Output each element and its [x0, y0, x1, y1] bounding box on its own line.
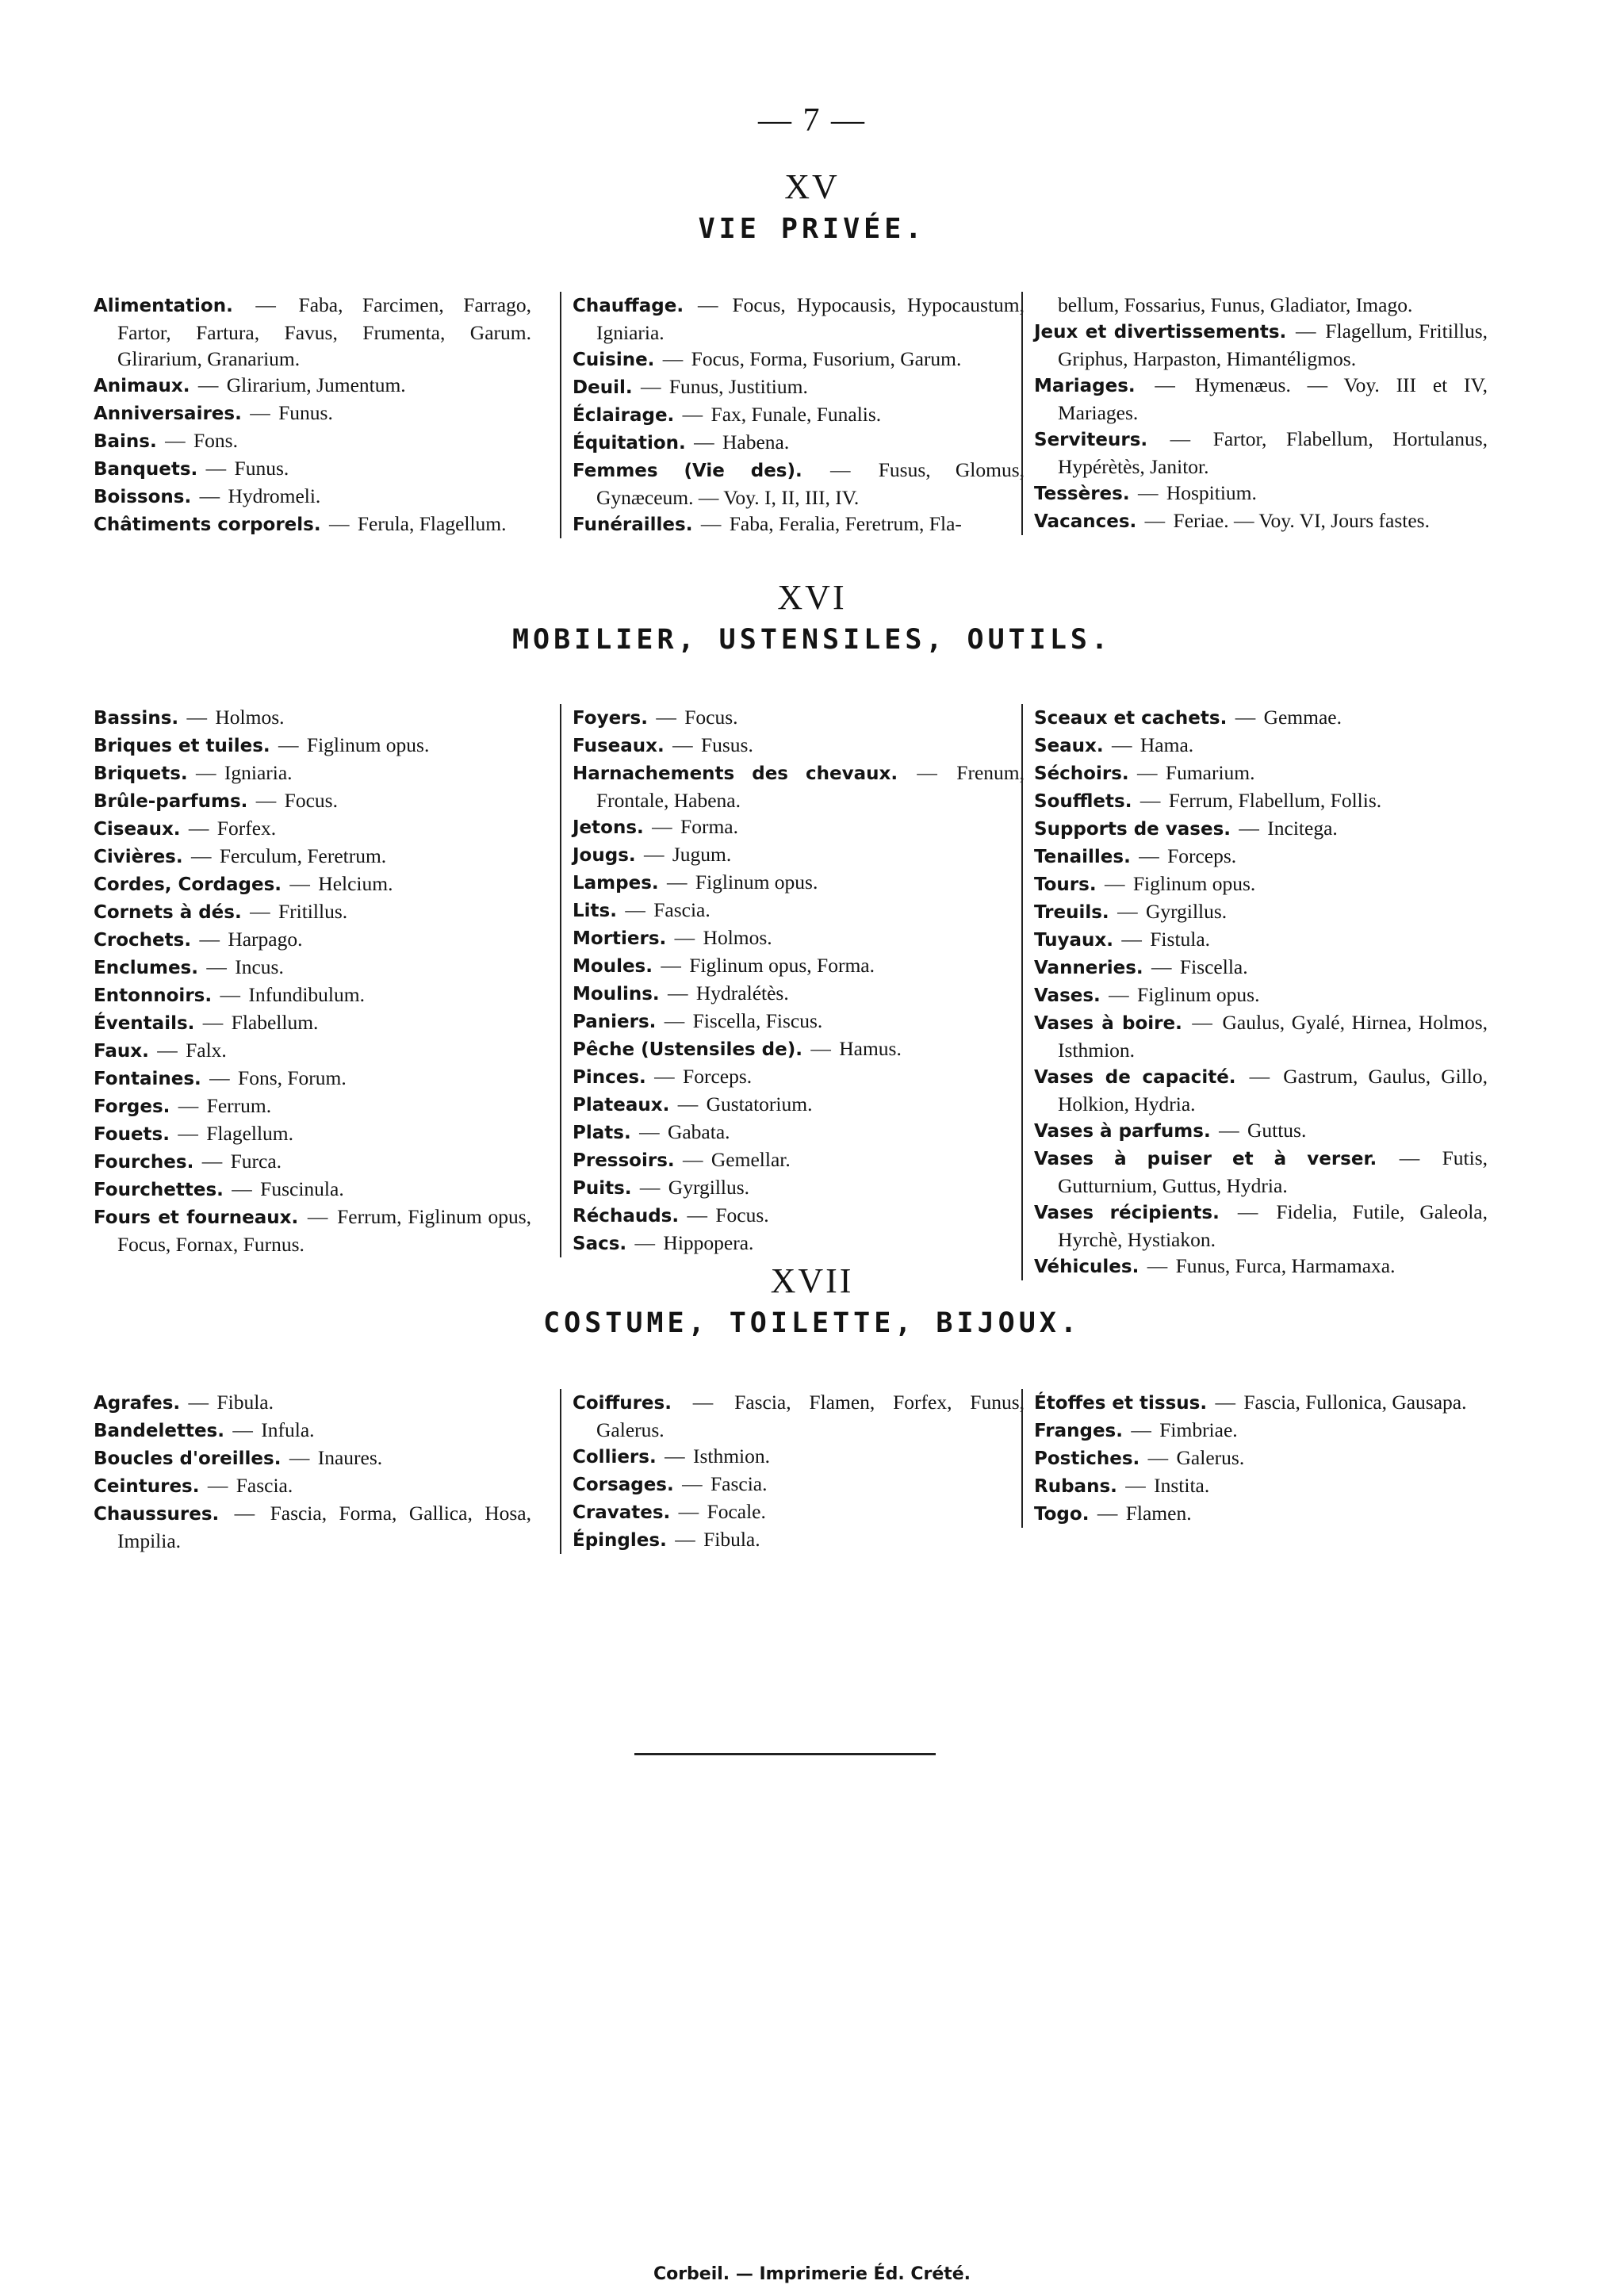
- entry-references: Forceps.: [1167, 844, 1237, 867]
- entry-term: Vases récipients.: [1034, 1203, 1220, 1223]
- entry-references: Frenum, Frontale, Habena.: [596, 761, 1025, 812]
- entry-references: Ferculum, Feretrum.: [219, 844, 387, 867]
- entry-references: Fascia, Flamen, Forfex, Funus, Galerus.: [596, 1391, 1025, 1441]
- section-number: XVI: [777, 578, 847, 617]
- entry-term: Puits.: [573, 1178, 632, 1199]
- index-entry: Tessères. — Hospitium.: [1034, 481, 1257, 504]
- entry-term: Vases à boire.: [1034, 1013, 1182, 1034]
- entry-references: Focus, Forma, Fusorium, Garum.: [691, 347, 962, 370]
- page-number: — 7 —: [758, 102, 866, 139]
- entry-references: Holmos.: [215, 706, 285, 729]
- entry-references: Fritillus.: [278, 900, 348, 923]
- entry-term: Brûle-parfums.: [94, 791, 248, 812]
- entry-term: Paniers.: [573, 1012, 657, 1032]
- entry-term: Agrafes.: [94, 1393, 181, 1414]
- index-entry: Vases récipients. — Fidelia, Futile, Galeola, Hyrchè, Hystiakon.: [1034, 1200, 1488, 1251]
- entry-references: Gyrgillus.: [1145, 900, 1228, 923]
- entry-term: Briques et tuiles.: [94, 736, 270, 756]
- entry-term: Togo.: [1034, 1504, 1090, 1525]
- entry-term: Étoffes et tissus.: [1034, 1393, 1208, 1414]
- section-heading: MOBILIER, USTENSILES, OUTILS.: [511, 624, 1113, 656]
- end-rule: [634, 1753, 936, 1755]
- entry-term: Treuils.: [1034, 902, 1109, 923]
- index-entry: Corsages. — Fascia.: [573, 1472, 768, 1495]
- entry-term: Éventails.: [94, 1013, 195, 1034]
- index-entry: Femmes (Vie des). — Fusus, Glomus, Gynæceum. — Voy. I, II, III, IV.: [573, 458, 1025, 509]
- index-entry: Mortiers. — Holmos.: [573, 926, 772, 949]
- index-entry: Entonnoirs. — Infundibulum.: [94, 983, 365, 1006]
- entry-term: Postiches.: [1034, 1448, 1140, 1469]
- entry-references: Flagellum, Fritillus, Griphus, Harpaston, Himantéligmos.: [1058, 320, 1488, 370]
- entry-references: Fascia.: [653, 898, 710, 921]
- index-entry: Vases. — Figlinum opus.: [1034, 983, 1260, 1006]
- entry-term: Anniversaires.: [94, 404, 242, 424]
- entry-references: Ferrum, Flabellum, Follis.: [1168, 789, 1382, 812]
- index-entry: Boucles d'oreilles. — Inaures.: [94, 1446, 383, 1469]
- entry-term: Vases à parfums.: [1034, 1121, 1211, 1142]
- entry-references: Hamus.: [839, 1037, 902, 1060]
- index-entry: Fontaines. — Fons, Forum.: [94, 1066, 347, 1089]
- index-entry: Crochets. — Harpago.: [94, 928, 303, 951]
- index-entry: Serviteurs. — Fartor, Flabellum, Hortulanus, Hypérètès, Janitor.: [1034, 427, 1488, 478]
- section-heading: VIE PRIVÉE.: [698, 213, 926, 245]
- entry-references: Fibula.: [216, 1391, 274, 1414]
- entry-term: Vases à puiser et à verser.: [1034, 1149, 1377, 1169]
- entry-references: Forfex.: [216, 817, 277, 840]
- entry-references: Ferrum, Figlinum opus, Focus, Fornax, Furnus.: [117, 1205, 531, 1256]
- entry-references: Fimbriae.: [1159, 1418, 1238, 1441]
- index-entry: Bandelettes. — Infula.: [94, 1418, 315, 1441]
- entry-term: Supports de vases.: [1034, 819, 1231, 840]
- entry-term: Fourchettes.: [94, 1180, 224, 1200]
- entry-references: Fibula.: [703, 1528, 760, 1551]
- entry-references: Guttus.: [1247, 1119, 1307, 1142]
- entry-term: Équitation.: [573, 433, 686, 453]
- entry-references: Incus.: [235, 955, 284, 978]
- entry-references: Gastrum, Gaulus, Gillo, Holkion, Hydria.: [1058, 1065, 1488, 1115]
- entry-references: Focus.: [284, 789, 338, 812]
- index-entry: Soufflets. — Ferrum, Flabellum, Follis.: [1034, 789, 1382, 812]
- index-entry: Animaux. — Glirarium, Jumentum.: [94, 373, 406, 396]
- entry-references: Fax, Funale, Funalis.: [710, 403, 882, 426]
- section-number: XV: [784, 167, 840, 206]
- entry-references: Galerus.: [1176, 1446, 1245, 1469]
- index-entry: Pressoirs. — Gemellar.: [573, 1148, 791, 1171]
- index-entry: Vases à parfums. — Guttus.: [1034, 1119, 1307, 1142]
- index-entry: Plateaux. — Gustatorium.: [573, 1093, 813, 1115]
- index-entry: Fourchettes. — Fuscinula.: [94, 1177, 344, 1200]
- index-entry: Bains. — Fons.: [94, 429, 238, 452]
- index-entry: Ceintures. — Fascia.: [94, 1474, 293, 1497]
- entry-references: Infundibulum.: [248, 983, 365, 1006]
- index-entry: Éclairage. — Fax, Funale, Funalis.: [573, 403, 882, 426]
- entry-references: Hama.: [1139, 733, 1194, 756]
- entry-term: Civières.: [94, 847, 183, 867]
- entry-term: Jougs.: [573, 845, 636, 866]
- entry-references: Hippopera.: [663, 1231, 754, 1254]
- entry-term: Séchoirs.: [1034, 763, 1129, 784]
- entry-term: Crochets.: [94, 930, 192, 951]
- entry-references: Fidelia, Futile, Galeola, Hyrchè, Hystiakon.: [1058, 1200, 1488, 1251]
- entry-term: Faux.: [94, 1041, 149, 1062]
- index-entry: [1034, 292, 1488, 318]
- index-entry: Moulins. — Hydralétès.: [573, 982, 789, 1004]
- entry-term: Pêche (Ustensiles de).: [573, 1039, 802, 1060]
- column-2: [560, 292, 1025, 538]
- index-entry: Fourches. — Furca.: [94, 1150, 282, 1173]
- entry-references: bellum, Fossarius, Funus, Gladiator, Imago.: [1058, 293, 1413, 316]
- index-entry: Banquets. — Funus.: [94, 457, 289, 480]
- entry-references: Fuscinula.: [260, 1177, 344, 1200]
- entry-term: Châtiments corporels.: [94, 515, 321, 535]
- entry-references: Instita.: [1154, 1474, 1210, 1497]
- index-entry: Supports de vases. — Incitega.: [1034, 817, 1338, 840]
- column-1: [94, 292, 531, 538]
- entry-term: Corsages.: [573, 1475, 674, 1495]
- index-entry: Forges. — Ferrum.: [94, 1094, 272, 1117]
- entry-term: Moules.: [573, 956, 653, 977]
- index-entry: Pêche (Ustensiles de). — Hamus.: [573, 1037, 902, 1060]
- entry-term: Éclairage.: [573, 405, 675, 426]
- entry-term: Cordes, Cordages.: [94, 874, 282, 895]
- entry-term: Fuseaux.: [573, 736, 665, 756]
- index-entry: Cuisine. — Focus, Forma, Fusorium, Garum.: [573, 347, 962, 370]
- index-entry: Jetons. — Forma.: [573, 815, 738, 838]
- entry-term: Fours et fourneaux.: [94, 1207, 299, 1228]
- index-entry: Tours. — Figlinum opus.: [1034, 872, 1256, 895]
- index-entry: Séchoirs. — Fumarium.: [1034, 761, 1255, 784]
- index-entry: Colliers. — Isthmion.: [573, 1445, 770, 1468]
- entry-term: Pinces.: [573, 1067, 646, 1088]
- column-3: [1021, 1389, 1488, 1528]
- index-entry: Deuil. — Funus, Justitium.: [573, 375, 808, 398]
- entry-term: Sceaux et cachets.: [1034, 708, 1228, 729]
- entry-references: Faba, Feralia, Feretrum, Fla-: [729, 512, 962, 535]
- index-entry: Civières. — Ferculum, Feretrum.: [94, 844, 387, 867]
- entry-references: Fascia, Fullonica, Gausapa.: [1243, 1391, 1467, 1414]
- index-entry: Plats. — Gabata.: [573, 1120, 730, 1143]
- entry-references: Fons.: [193, 429, 238, 452]
- entry-term: Lampes.: [573, 873, 659, 894]
- entry-references: Inaures.: [317, 1446, 383, 1469]
- entry-references: Fistula.: [1150, 928, 1211, 951]
- entry-references: Fumarium.: [1165, 761, 1255, 784]
- section-mobilier: [0, 577, 1624, 656]
- index-entry: Seaux. — Hama.: [1034, 733, 1194, 756]
- column-1: [94, 704, 531, 1257]
- index-entry: Tenailles. — Forceps.: [1034, 844, 1237, 867]
- index-entry: Chauffage. — Focus, Hypocausis, Hypocaustum, Igniaria.: [573, 293, 1025, 344]
- entry-references: Gemellar.: [710, 1148, 791, 1171]
- index-entry: Mariages. — Hymenæus. — Voy. III et IV, Mariages.: [1034, 373, 1488, 424]
- entry-term: Moulins.: [573, 984, 660, 1004]
- column-2: [560, 1389, 1025, 1554]
- entry-term: Boucles d'oreilles.: [94, 1448, 282, 1469]
- index-entry: Coiffures. — Fascia, Flamen, Forfex, Funus, Galerus.: [573, 1391, 1025, 1441]
- index-entry: Agrafes. — Fibula.: [94, 1391, 274, 1414]
- entry-term: Vanneries.: [1034, 958, 1143, 978]
- entry-references: Flamen.: [1125, 1502, 1192, 1525]
- entry-references: Isthmion.: [692, 1445, 770, 1468]
- index-entry: Châtiments corporels. — Ferula, Flagellum.: [94, 512, 507, 535]
- index-entry: Puits. — Gyrgillus.: [573, 1176, 750, 1199]
- entry-references: Gustatorium.: [706, 1093, 813, 1115]
- entry-term: Femmes (Vie des).: [573, 461, 802, 481]
- entry-references: Hymenæus. — Voy. III et IV, Mariages.: [1058, 373, 1488, 424]
- entry-term: Funérailles.: [573, 515, 693, 535]
- column-3: [1021, 704, 1488, 1280]
- entry-references: Gaulus, Gyalé, Hirnea, Holmos, Isthmion.: [1058, 1011, 1488, 1062]
- entry-references: Hydralétès.: [695, 982, 789, 1004]
- index-entry: Anniversaires. — Funus.: [94, 401, 333, 424]
- entry-references: Fascia.: [710, 1472, 768, 1495]
- entry-term: Vacances.: [1034, 511, 1137, 532]
- index-entry: Harnachements des chevaux. — Frenum, Frontale, Habena.: [573, 761, 1025, 812]
- entry-references: Flabellum.: [231, 1011, 319, 1034]
- index-entry: Sacs. — Hippopera.: [573, 1231, 754, 1254]
- index-entry: Sceaux et cachets. — Gemmae.: [1034, 706, 1342, 729]
- entry-references: Jugum.: [672, 843, 732, 866]
- section-costume: [0, 1261, 1624, 1339]
- entry-term: Seaux.: [1034, 736, 1104, 756]
- entry-references: Funus, Furca, Harmamaxa.: [1175, 1254, 1396, 1277]
- entry-references: Figlinum opus.: [695, 871, 818, 894]
- entry-references: Fartor, Flabellum, Hortulanus, Hypérètès, Janitor.: [1058, 427, 1488, 478]
- entry-references: Fiscella, Fiscus.: [692, 1009, 823, 1032]
- entry-term: Bains.: [94, 431, 157, 452]
- entry-references: Figlinum opus.: [1137, 983, 1260, 1006]
- entry-term: Vases.: [1034, 985, 1101, 1006]
- index-entry: Cornets à dés. — Fritillus.: [94, 900, 348, 923]
- entry-term: Épingles.: [573, 1530, 667, 1551]
- entry-references: Figlinum opus.: [1132, 872, 1256, 895]
- index-entry: Fours et fourneaux. — Ferrum, Figlinum opus, Focus, Fornax, Furnus.: [94, 1205, 531, 1256]
- entry-term: Fouets.: [94, 1124, 170, 1145]
- index-entry: Jougs. — Jugum.: [573, 843, 732, 866]
- index-entry: Moules. — Figlinum opus, Forma.: [573, 954, 875, 977]
- entry-references: Glirarium, Jumentum.: [226, 373, 406, 396]
- index-entry: Vanneries. — Fiscella.: [1034, 955, 1248, 978]
- entry-term: Plateaux.: [573, 1095, 670, 1115]
- entry-references: Figlinum opus, Forma.: [689, 954, 875, 977]
- entry-term: Foyers.: [573, 708, 648, 729]
- index-entry: Ciseaux. — Forfex.: [94, 817, 277, 840]
- entry-term: Fourches.: [94, 1152, 194, 1173]
- index-entry: Brûle-parfums. — Focus.: [94, 789, 338, 812]
- index-entry: Faux. — Falx.: [94, 1039, 227, 1062]
- entry-term: Colliers.: [573, 1447, 657, 1468]
- index-entry: Cravates. — Focale.: [573, 1500, 766, 1523]
- entry-references: Ferula, Flagellum.: [357, 512, 507, 535]
- entry-references: Feriae. — Voy. VI, Jours fastes.: [1173, 509, 1430, 532]
- entry-term: Bassins.: [94, 708, 179, 729]
- entry-references: Infula.: [261, 1418, 315, 1441]
- entry-term: Harnachements des chevaux.: [573, 763, 898, 784]
- entry-references: Igniaria.: [224, 761, 293, 784]
- index-entry: Briquets. — Igniaria.: [94, 761, 293, 784]
- entry-term: Fontaines.: [94, 1069, 201, 1089]
- index-entry: Briques et tuiles. — Figlinum opus.: [94, 733, 430, 756]
- entry-references: Gabata.: [667, 1120, 730, 1143]
- entry-term: Tessères.: [1034, 484, 1130, 504]
- entry-term: Pressoirs.: [573, 1150, 675, 1171]
- entry-term: Lits.: [573, 901, 617, 921]
- entry-term: Banquets.: [94, 459, 198, 480]
- entry-references: Incitega.: [1267, 817, 1338, 840]
- entry-term: Véhicules.: [1034, 1257, 1139, 1277]
- entry-term: Vases de capacité.: [1034, 1067, 1236, 1088]
- entry-term: Chauffage.: [573, 296, 684, 316]
- entry-term: Plats.: [573, 1123, 631, 1143]
- index-entry: Enclumes. — Incus.: [94, 955, 284, 978]
- index-entry: Paniers. — Fiscella, Fiscus.: [573, 1009, 823, 1032]
- index-entry: Lits. — Fascia.: [573, 898, 710, 921]
- entry-term: Briquets.: [94, 763, 188, 784]
- index-entry: Tuyaux. — Fistula.: [1034, 928, 1211, 951]
- index-entry: Togo. — Flamen.: [1034, 1502, 1192, 1525]
- index-entry: Franges. — Fimbriae.: [1034, 1418, 1238, 1441]
- entry-term: Cravates.: [573, 1502, 671, 1523]
- index-entry: Fuseaux. — Fusus.: [573, 733, 753, 756]
- entry-references: Gemmae.: [1263, 706, 1342, 729]
- entry-references: Hydromeli.: [228, 484, 321, 507]
- entry-term: Cornets à dés.: [94, 902, 242, 923]
- index-entry: Vases à puiser et à verser. — Futis, Gutturnium, Guttus, Hydria.: [1034, 1146, 1488, 1197]
- entry-references: Focus.: [715, 1203, 769, 1226]
- section-number: XVII: [770, 1261, 854, 1300]
- entry-term: Mariages.: [1034, 376, 1136, 396]
- entry-references: Funus.: [234, 457, 289, 480]
- index-entry: Réchauds. — Focus.: [573, 1203, 769, 1226]
- index-entry: Cordes, Cordages. — Helcium.: [94, 872, 393, 895]
- entry-references: Fascia.: [236, 1474, 293, 1497]
- section-heading: COSTUME, TOILETTE, BIJOUX.: [543, 1307, 1081, 1339]
- index-entry: Vases à boire. — Gaulus, Gyalé, Hirnea, Holmos, Isthmion.: [1034, 1011, 1488, 1062]
- entry-references: Focus.: [684, 706, 738, 729]
- entry-term: Boissons.: [94, 487, 192, 507]
- index-entry: Jeux et divertissements. — Flagellum, Fritillus, Griphus, Harpaston, Himantéligmos.: [1034, 320, 1488, 370]
- entry-references: Focale.: [707, 1500, 766, 1523]
- index-entry: Pinces. — Forceps.: [573, 1065, 753, 1088]
- entry-references: Fusus.: [700, 733, 753, 756]
- entry-references: Helcium.: [318, 872, 393, 895]
- index-entry: Rubans. — Instita.: [1034, 1474, 1210, 1497]
- index-entry: Lampes. — Figlinum opus.: [573, 871, 818, 894]
- entry-references: Funus.: [278, 401, 333, 424]
- entry-references: Furca.: [230, 1150, 282, 1173]
- entry-references: Ferrum.: [206, 1094, 272, 1117]
- entry-term: Ciseaux.: [94, 819, 181, 840]
- entry-references: Funus, Justitium.: [668, 375, 808, 398]
- entry-term: Animaux.: [94, 376, 190, 396]
- index-entry: Postiches. — Galerus.: [1034, 1446, 1245, 1469]
- entry-references: Harpago.: [228, 928, 303, 951]
- index-entry: Éventails. — Flabellum.: [94, 1011, 319, 1034]
- entry-term: Coiffures.: [573, 1393, 672, 1414]
- entry-references: Habena.: [722, 430, 790, 453]
- index-entry: Bassins. — Holmos.: [94, 706, 285, 729]
- entry-term: Serviteurs.: [1034, 430, 1148, 450]
- index-entry: Boissons. — Hydromeli.: [94, 484, 321, 507]
- index-entry: Fouets. — Flagellum.: [94, 1122, 294, 1145]
- entry-term: Jetons.: [573, 817, 644, 838]
- section-vie-privee: [0, 166, 1624, 245]
- entry-term: Tuyaux.: [1034, 930, 1113, 951]
- index-entry: Treuils. — Gyrgillus.: [1034, 900, 1228, 923]
- entry-references: Holmos.: [703, 926, 772, 949]
- entry-term: Bandelettes.: [94, 1421, 224, 1441]
- index-entry: Véhicules. — Funus, Furca, Harmamaxa.: [1034, 1254, 1396, 1277]
- entry-references: Futis, Gutturnium, Guttus, Hydria.: [1058, 1146, 1488, 1197]
- entry-term: Alimentation.: [94, 296, 233, 316]
- entry-term: Sacs.: [573, 1234, 627, 1254]
- index-entry: Étoffes et tissus. — Fascia, Fullonica, Gausapa.: [1034, 1391, 1467, 1414]
- index-entry: Chaussures. — Fascia, Forma, Gallica, Hosa, Impilia.: [94, 1502, 531, 1552]
- entry-term: Cuisine.: [573, 350, 655, 370]
- entry-references: Fusus, Glomus, Gynæceum. — Voy. I, II, III, IV.: [596, 458, 1025, 509]
- entry-references: Fascia, Forma, Gallica, Hosa, Impilia.: [117, 1502, 531, 1552]
- entry-references: Falx.: [186, 1039, 227, 1062]
- index-entry: Vacances. — Feriae. — Voy. VI, Jours fastes.: [1034, 509, 1430, 532]
- entry-term: Forges.: [94, 1096, 170, 1117]
- entry-references: Forceps.: [683, 1065, 753, 1088]
- entry-references: Forma.: [680, 815, 738, 838]
- column-3: [1021, 292, 1488, 535]
- index-entry: Épingles. — Fibula.: [573, 1528, 760, 1551]
- entry-references: Fiscella.: [1179, 955, 1248, 978]
- entry-references: Flagellum.: [206, 1122, 294, 1145]
- column-2: [560, 704, 1025, 1257]
- entry-term: Tenailles.: [1034, 847, 1131, 867]
- entry-term: Jeux et divertissements.: [1034, 322, 1287, 342]
- index-entry: Funérailles. — Faba, Feralia, Feretrum, Fla-: [573, 512, 962, 535]
- entry-term: Ceintures.: [94, 1476, 200, 1497]
- entry-references: Hospitium.: [1166, 481, 1257, 504]
- entry-term: Deuil.: [573, 377, 633, 398]
- entry-references: Faba, Farcimen, Farrago, Fartor, Fartura, Favus, Frumenta, Garum. Glirarium, Granarium.: [117, 293, 531, 370]
- printer-imprint: Corbeil. — Imprimerie Éd. Crété.: [653, 2264, 971, 2284]
- entry-references: Figlinum opus.: [306, 733, 430, 756]
- entry-references: Gyrgillus.: [668, 1176, 750, 1199]
- entry-term: Mortiers.: [573, 928, 667, 949]
- column-1: [94, 1389, 531, 1554]
- entry-references: Fons, Forum.: [238, 1066, 347, 1089]
- entry-term: Entonnoirs.: [94, 985, 213, 1006]
- entry-term: Tours.: [1034, 874, 1097, 895]
- index-entry: Foyers. — Focus.: [573, 706, 738, 729]
- index-entry: Alimentation. — Faba, Farcimen, Farrago, Fartor, Fartura, Favus, Frumenta, Garum. Glirarium, Granarium.: [94, 293, 531, 370]
- entry-references: Focus, Hypocausis, Hypocaustum, Igniaria.: [596, 293, 1025, 344]
- entry-term: Rubans.: [1034, 1476, 1117, 1497]
- entry-term: Chaussures.: [94, 1504, 220, 1525]
- index-entry: Vases de capacité. — Gastrum, Gaulus, Gillo, Holkion, Hydria.: [1034, 1065, 1488, 1115]
- index-entry: Équitation. — Habena.: [573, 430, 790, 453]
- entry-term: Franges.: [1034, 1421, 1123, 1441]
- entry-term: Enclumes.: [94, 958, 198, 978]
- entry-term: Réchauds.: [573, 1206, 680, 1226]
- entry-term: Soufflets.: [1034, 791, 1132, 812]
